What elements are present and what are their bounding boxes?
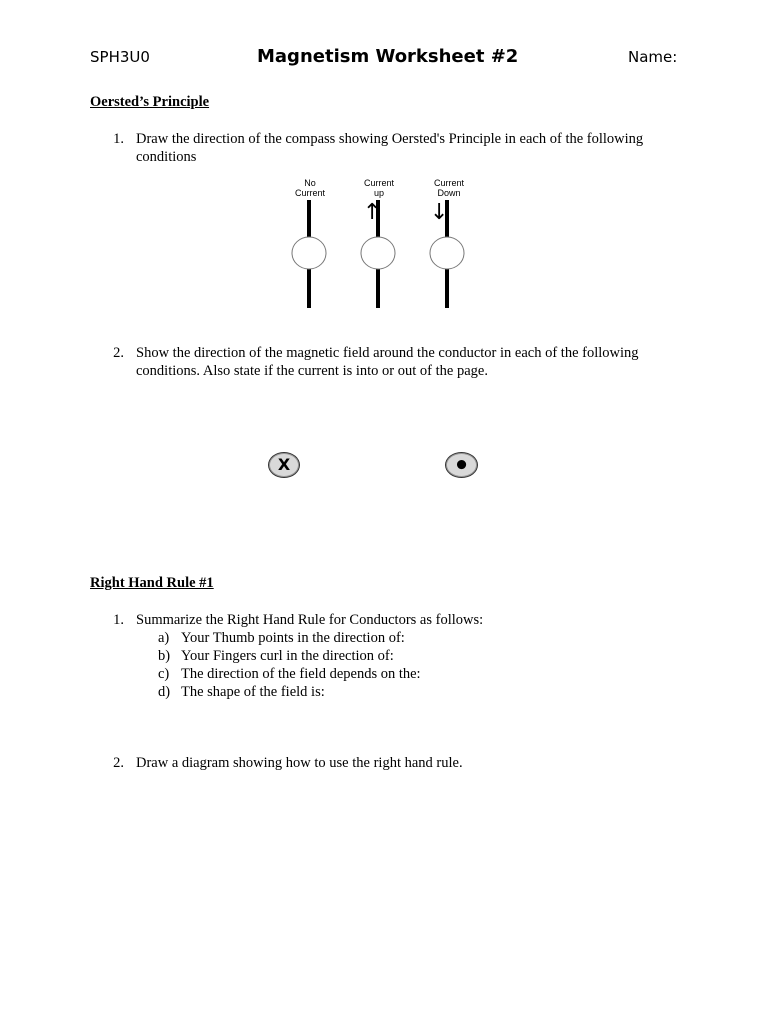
label-line: Current (294, 188, 325, 198)
label-line: Current (363, 178, 394, 188)
label-line: up (373, 188, 384, 198)
name-label: Name: (628, 48, 678, 66)
compass-wires-svg (280, 176, 500, 312)
sub-item-text: The shape of the field is: (181, 684, 325, 700)
label-line: Current (433, 178, 464, 188)
compass-circle (361, 237, 395, 269)
question-text-line: Show the direction of the magnetic field around the conductor in each of the following (136, 345, 639, 361)
current-down-arrow-icon: ↓ (430, 200, 449, 225)
conductor-out-of-page (445, 451, 478, 481)
current-up-arrow-icon: ↑ (363, 200, 382, 225)
question-number: 1. (113, 612, 124, 628)
question-number: 2. (113, 755, 124, 771)
label-line: No (304, 178, 316, 188)
section-heading-oersted: Oersted’s Principle (90, 94, 210, 110)
sub-item-letter: d) (158, 684, 171, 700)
sub-item-letter: c) (158, 666, 170, 682)
section-heading-right-hand-rule: Right Hand Rule #1 (90, 575, 214, 591)
question-text-line: conditions. Also state if the current is into or out of the page. (136, 363, 488, 379)
sub-item-letter: a) (158, 630, 170, 646)
page-title: Magnetism Worksheet #2 (257, 46, 519, 67)
question-text-line: Draw a diagram showing how to use the right hand rule. (136, 755, 463, 771)
conductor-into-page (268, 452, 300, 478)
question-text-line: conditions (136, 149, 197, 165)
compass-circle (430, 237, 464, 269)
question-number: 1. (113, 131, 124, 147)
sub-item-text: Your Thumb points in the direction of: (181, 630, 405, 646)
sub-item-letter: b) (158, 648, 171, 664)
out-of-page-dot-icon: • (453, 451, 470, 481)
compass-diagram (280, 176, 500, 312)
label-line: Down (437, 188, 461, 198)
question-text-line: Draw the direction of the compass showing Oersted's Principle in each of the following (136, 131, 644, 147)
compass-circle (292, 237, 326, 269)
question-number: 2. (113, 345, 124, 361)
course-code: SPH3U0 (90, 48, 150, 66)
into-page-symbol: X (277, 455, 291, 474)
sub-item-text: The direction of the field depends on the: (181, 666, 421, 682)
sub-item-text: Your Fingers curl in the direction of: (181, 648, 394, 664)
question-text-line: Summarize the Right Hand Rule for Conductors as follows: (136, 612, 484, 628)
